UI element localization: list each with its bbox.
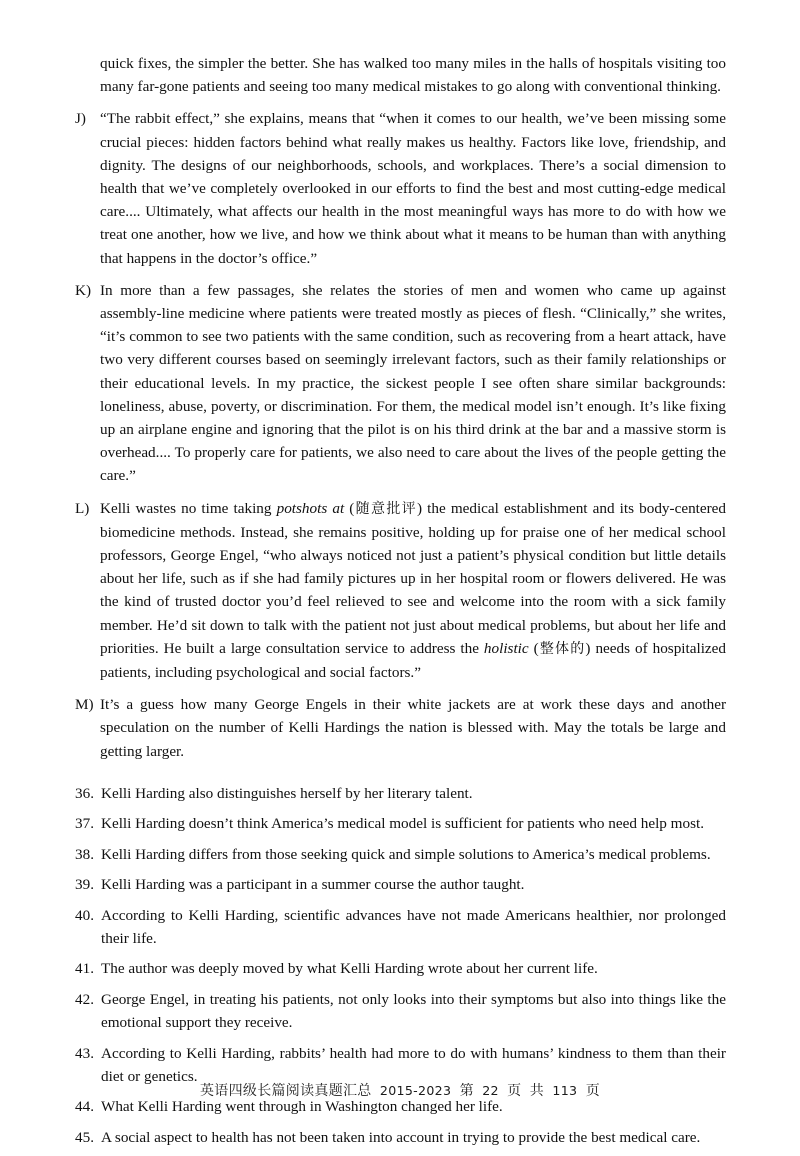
text-run: ( [528, 639, 539, 657]
footer-title: 英语四级长篇阅读真题汇总 [200, 1083, 372, 1099]
page-footer [0, 1080, 800, 1100]
question-text: A social aspect to health has not been taken into account in trying to provide the best medical care. [101, 1128, 701, 1146]
text-run: ( [344, 499, 355, 517]
question-number: 43. [75, 1044, 94, 1062]
question-item [75, 782, 726, 805]
text-run: ) needs of hospitalized patients, including psychological and social factors.” [100, 639, 727, 682]
paragraph-text: “The rabbit effect,” she explains, means that “when it comes to our health, we’ve been missing some crucial pieces: hidden factors behind what really makes us healthy. Factors like love, friendship, and dignity. The designs of our neighborhoods, schools, and workplaces. There’s a social dimension to health that we’ve completely overlooked in our efforts to find the best and most cutting-edge medical care.... Ultimately, what affects our health in the most meaningful ways has more to do with how we treat one another, how we live, and how we think about what it means to be human than with anything that happens in the doctor’s office.” [100, 110, 726, 267]
paragraph-text: quick fixes, the simpler the better. She has walked too many miles in the halls of hospitals visiting too many far-gone patients and seeing too many medical mistakes to go along with conventional thinking. [100, 55, 726, 96]
question-text: Kelli Harding also distinguishes herself by her literary talent. [101, 784, 473, 802]
footer-page-unit: 页 [507, 1083, 522, 1099]
question-text: According to Kelli Harding, rabbits’ health had more to do with humans’ kindness to them than their diet or genetics. [101, 1044, 726, 1085]
paragraph-text: In more than a few passages, she relates the stories of men and women who came up against assembly-line medicine where patients were treated mostly as pieces of flesh. “Clinically,” she writes, “it’s common to see two patients with the same condition, such as recovering from a heart attack, have two very different courses based on seemingly irrelevant factors, such as their family relationships or their educational levels. In my practice, the sickest people I see often share similar backgrounds: loneliness, abuse, poverty, or discrimination. For them, the medical model isn’t enough. It’s like fixing up an airplane engine and ignoring that the pilot is on his third drink at the bar and a massive storm is overhead.... To properly care for patients, we also need to care about the lives of the people getting the care.” [100, 281, 726, 485]
question-text: Kelli Harding doesn’t think America’s medical model is sufficient for patients who need help most. [101, 815, 705, 833]
question-item [75, 843, 726, 866]
question-text: What Kelli Harding went through in Washington changed her life. [101, 1098, 503, 1116]
paragraph-text: It’s a guess how many George Engels in their white jackets are at work these days and another speculation on the number of Kelli Hardings the nation is blessed with. May the totals be large and getting larger. [100, 696, 726, 760]
emphasis-term: potshots at [276, 499, 345, 517]
question-number: 38. [75, 845, 94, 863]
passage-paragraph-m [75, 693, 726, 763]
question-number: 40. [75, 906, 94, 924]
question-item [75, 873, 726, 896]
question-number: 44. [75, 1098, 94, 1116]
question-item [75, 904, 726, 951]
paragraph-label-m: M) [75, 696, 94, 714]
question-text: Kelli Harding differs from those seeking quick and simple solutions to America’s medical problems. [101, 845, 711, 863]
paragraph-label-l: L) [75, 499, 90, 517]
question-number: 41. [75, 960, 94, 978]
question-number: 37. [75, 815, 94, 833]
question-item [75, 957, 726, 980]
paragraph-label-j: J) [75, 110, 86, 128]
question-text: The author was deeply moved by what Kelli Harding wrote about her current life. [101, 960, 598, 978]
question-number: 45. [75, 1128, 94, 1146]
footer-years: 2015-2023 [379, 1083, 452, 1098]
question-number: 42. [75, 990, 94, 1008]
paragraph-text [75, 497, 726, 685]
page-content [75, 52, 726, 1156]
passage-paragraph-k [75, 279, 726, 488]
question-text: George Engel, in treating his patients, not only looks into their symptoms but also into things like the emotional support they receive. [101, 990, 726, 1032]
footer-total-unit: 页 [585, 1083, 600, 1099]
emphasis-term: holistic [483, 639, 529, 657]
chinese-gloss: 随意批评 [354, 500, 417, 517]
chinese-gloss: 整体的 [538, 640, 586, 657]
question-number: 39. [75, 876, 94, 894]
question-item [75, 812, 726, 835]
question-text: Kelli Harding was a participant in a summer course the author taught. [101, 876, 525, 894]
text-run: Kelli wastes no time taking [100, 499, 277, 517]
footer-page-number: 22 [482, 1083, 499, 1098]
passage-paragraph-continuation [75, 52, 726, 98]
question-number: 36. [75, 784, 94, 802]
passage-paragraph-l [75, 497, 726, 685]
question-item [75, 988, 726, 1035]
question-item [75, 1126, 726, 1149]
passage-paragraph-j [75, 107, 726, 269]
question-text: According to Kelli Harding, scientific advances have not made Americans healthier, nor prolonged their life. [101, 906, 726, 947]
paragraph-label-k: K) [75, 281, 92, 299]
footer-total-number: 113 [552, 1083, 578, 1098]
text-run: ) the medical establishment and its body-centered biomedicine methods. Instead, she remains positive, holding up for praise one of her medical school professors, George Engel, “who always noticed not just a patient’s physical condition but little details about her life, such as if she had family pictures up in her hospital room or flowers delivered. He was the kind of trusted doctor you’d feel relieved to see and welcome into the room with a sick family member. He’d sit down to talk with the patient not just about medical problems, but about her life and priorities. He built a large consultation service to address the [100, 499, 727, 657]
footer-total-prefix: 共 [529, 1083, 545, 1099]
footer-page-prefix: 第 [459, 1083, 474, 1099]
